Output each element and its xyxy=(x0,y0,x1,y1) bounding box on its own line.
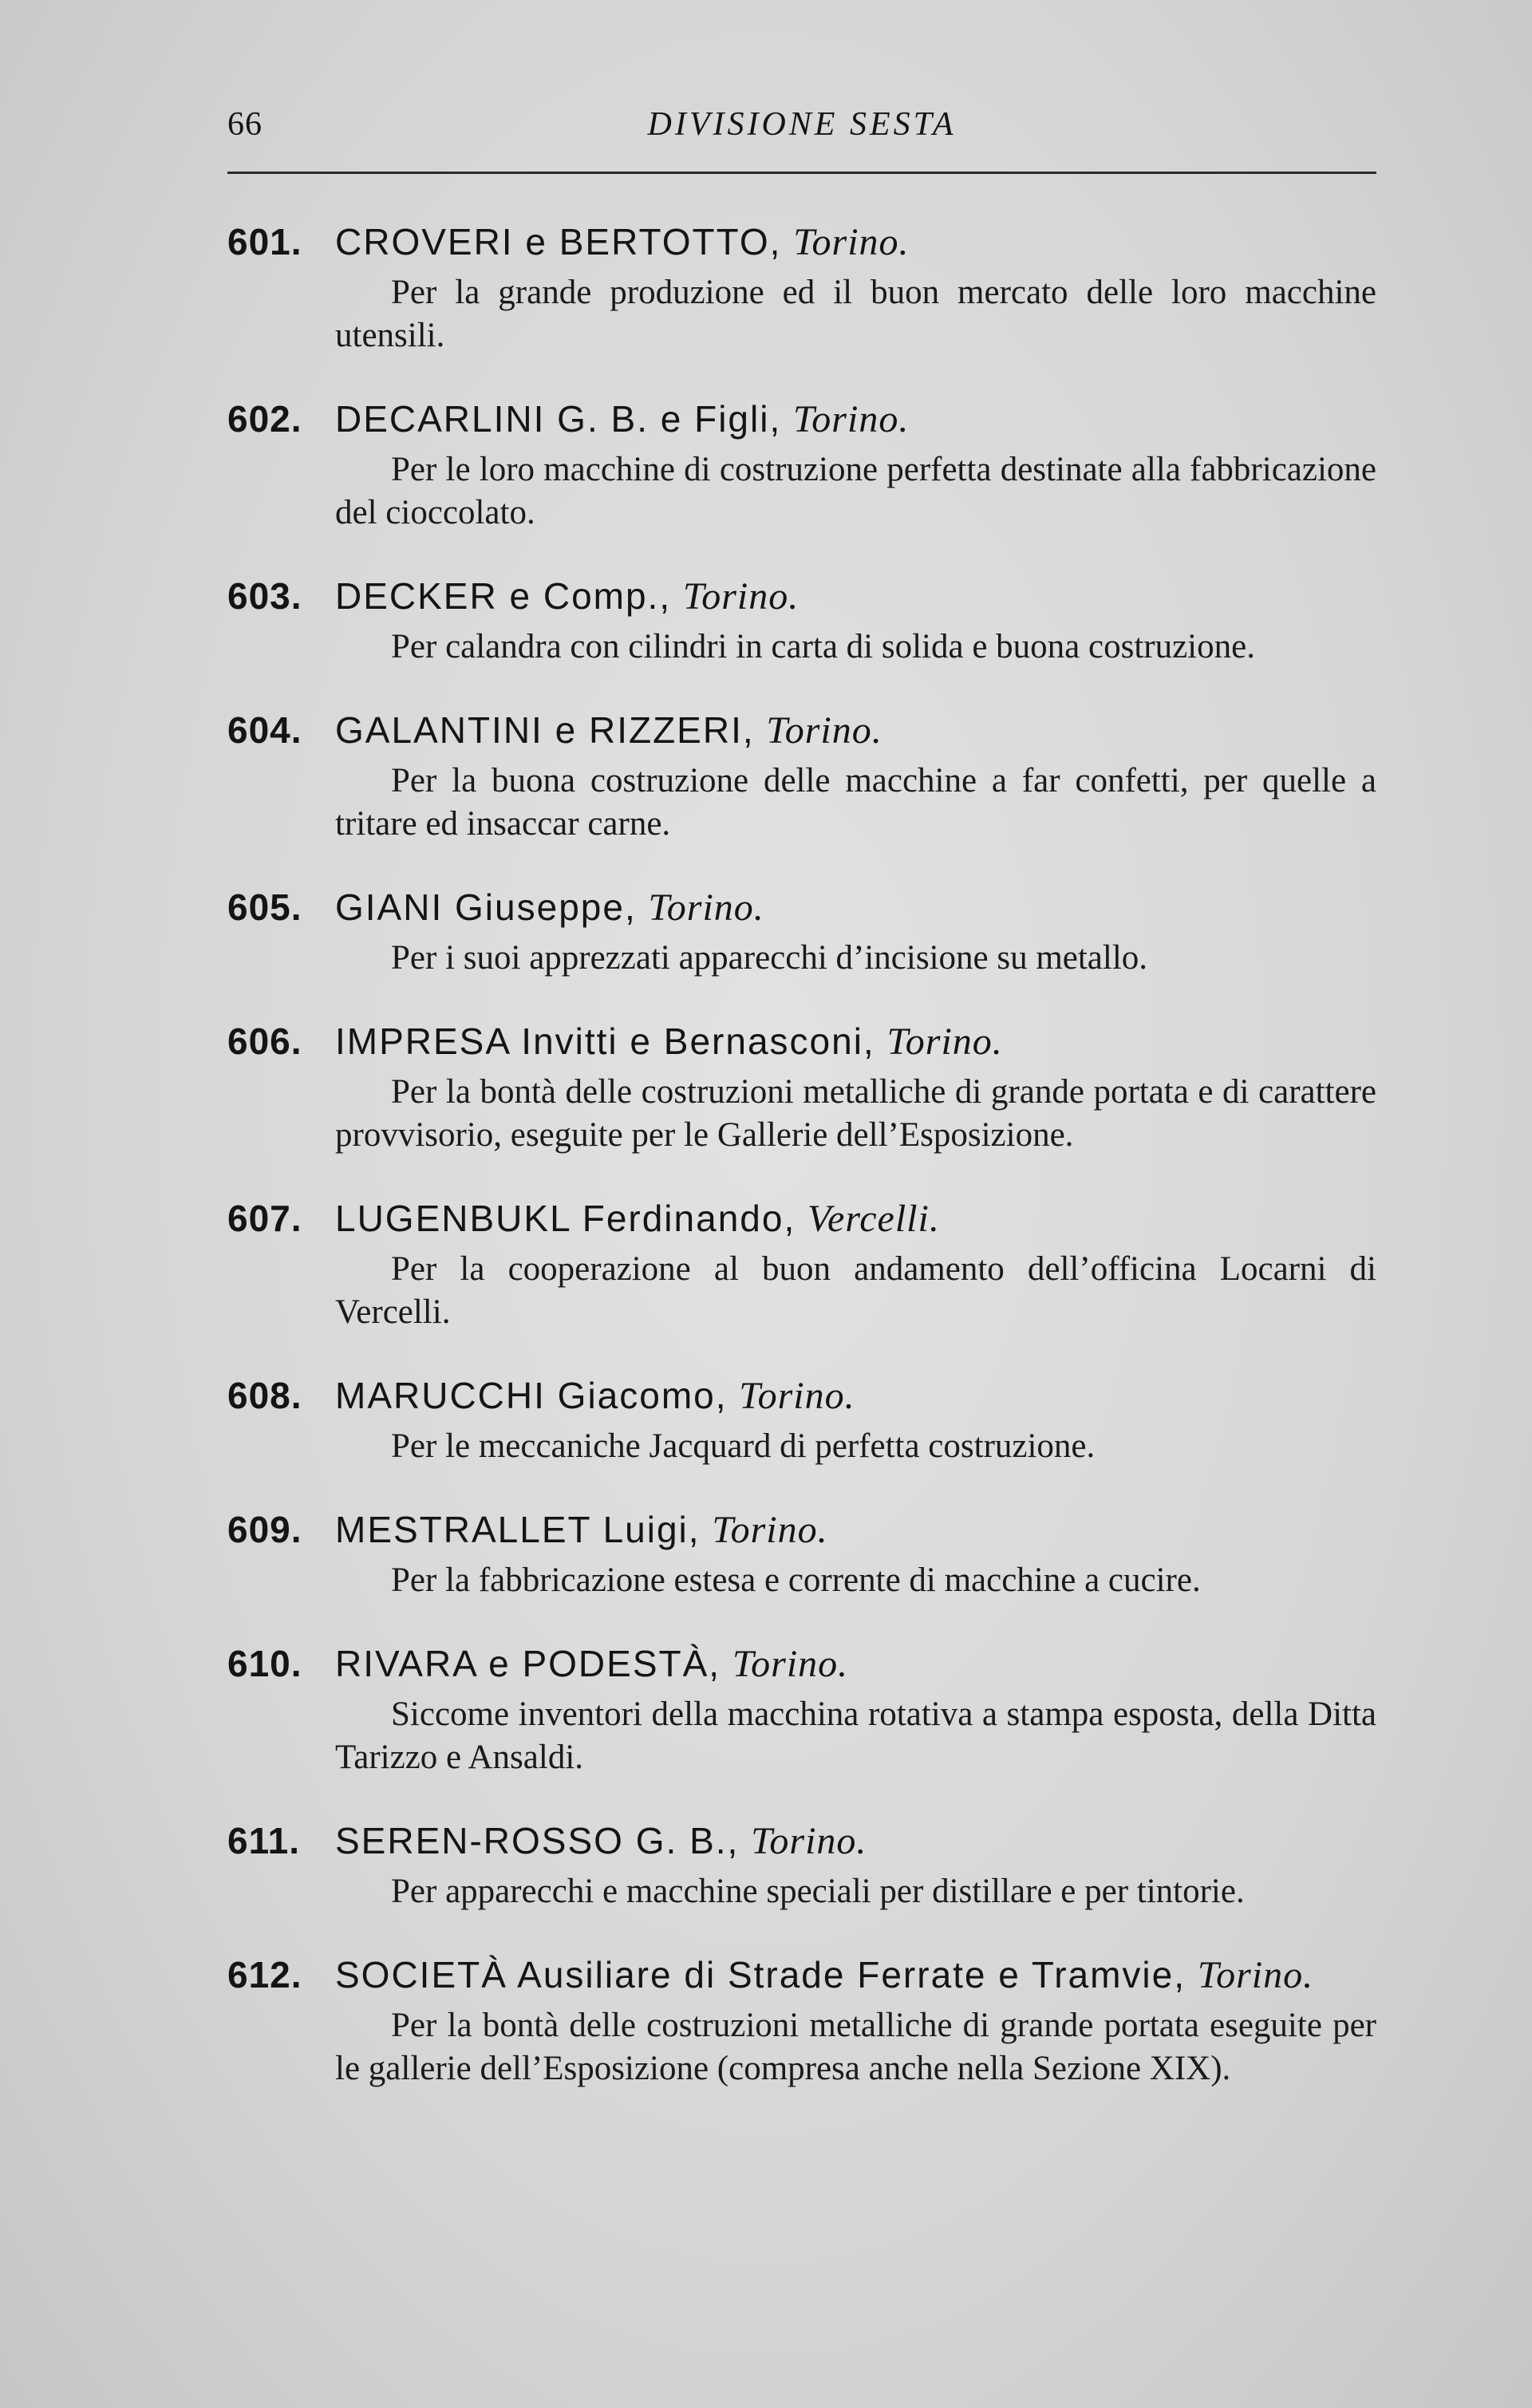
entry-number: 610. xyxy=(227,1643,302,1684)
entry-firm xyxy=(335,1190,940,1247)
entry-firm-name: IMPRESA Invitti e Bernasconi, xyxy=(335,1020,875,1062)
list-item xyxy=(227,568,1376,669)
entry-description: Per le loro macchine di costruzione perfetta destinate alla fabbricazione del cioccolato. xyxy=(335,451,1376,531)
entry-heading xyxy=(227,1636,1376,1692)
entry-number: 611. xyxy=(227,1820,300,1861)
entry-number: 601. xyxy=(227,221,302,263)
entry-firm xyxy=(335,1813,867,1869)
entry-number: 609. xyxy=(227,1509,302,1550)
entry-firm xyxy=(335,391,909,448)
entry-heading xyxy=(227,1502,1376,1557)
list-item xyxy=(227,879,1376,980)
list-item xyxy=(227,1813,1376,1913)
award-list xyxy=(227,214,1376,2124)
entry-description: Per la bontà delle costruzioni metalliche di grande portata eseguite per le gallerie dell’Esposizione (compresa anche nella Sezione XIX). xyxy=(335,2007,1376,2087)
page-number: 66 xyxy=(227,106,263,143)
entry-city: Torino. xyxy=(732,1643,849,1685)
section-title: DIVISIONE SESTA xyxy=(647,106,957,143)
entry-firm-name: RIVARA e PODESTÀ, xyxy=(335,1643,721,1684)
list-item xyxy=(227,1636,1376,1779)
list-item xyxy=(227,702,1376,846)
entry-description: Per le meccaniche Jacquard di perfetta costruzione. xyxy=(391,1427,1096,1465)
entry-description: Siccome inventori della macchina rotativa a stampa esposta, della Ditta Tarizzo e Ansaldi. xyxy=(335,1695,1376,1776)
entry-description: Per i suoi apprezzati apparecchi d’incisione su metallo. xyxy=(391,939,1148,977)
entry-firm-name: LUGENBUKL Ferdinando, xyxy=(335,1198,796,1239)
entry-city: Torino. xyxy=(751,1820,867,1862)
entry-city: Torino. xyxy=(648,886,764,929)
entry-heading xyxy=(227,702,1376,758)
entry-city: Torino. xyxy=(682,575,800,618)
entry-number: 604. xyxy=(227,709,302,751)
list-item xyxy=(227,1368,1376,1468)
list-item xyxy=(227,1502,1376,1602)
entry-number: 608. xyxy=(227,1375,302,1416)
entry-firm-name: SOCIETÀ Ausiliare di Strade Ferrate e Tramvie, xyxy=(335,1954,1187,1995)
running-head xyxy=(227,102,1376,158)
entry-firm xyxy=(335,214,910,270)
entry-city: Torino. xyxy=(739,1375,855,1417)
entry-city: Torino. xyxy=(886,1020,1003,1063)
entry-description: Per la fabbricazione estesa e corrente di macchine a cucire. xyxy=(391,1561,1201,1599)
list-item xyxy=(227,391,1376,535)
entry-firm-name: SEREN-ROSSO G. B., xyxy=(335,1820,740,1861)
entry-description: Per calandra con cilindri in carta di solida e buona costruzione. xyxy=(391,628,1255,665)
entry-heading xyxy=(227,391,1376,447)
entry-firm xyxy=(335,1368,855,1424)
entry-heading xyxy=(227,1947,1376,2003)
entry-heading xyxy=(227,879,1376,935)
entry-firm-name: GIANI Giuseppe, xyxy=(335,886,637,928)
entry-firm-name: GALANTINI e RIZZERI, xyxy=(335,709,755,751)
entry-heading xyxy=(227,1190,1376,1246)
header-rule xyxy=(227,172,1376,174)
entry-heading xyxy=(227,1813,1376,1869)
entry-firm-name: DECKER e Comp., xyxy=(335,575,672,617)
entry-number: 605. xyxy=(227,886,302,928)
entry-number: 606. xyxy=(227,1020,302,1062)
entry-heading xyxy=(227,214,1376,270)
list-item xyxy=(227,1947,1376,2090)
entry-number: 607. xyxy=(227,1198,302,1239)
entry-description: Per la grande produzione ed il buon mercato delle loro macchine utensili. xyxy=(335,274,1376,354)
entry-description: Per la cooperazione al buon andamento dell’officina Locarni di Vercelli. xyxy=(335,1250,1376,1331)
entry-firm-name: MESTRALLET Luigi, xyxy=(335,1509,701,1550)
entry-heading xyxy=(227,568,1376,624)
entry-firm xyxy=(335,1502,828,1558)
list-item xyxy=(227,1013,1376,1157)
entry-heading xyxy=(227,1013,1376,1069)
list-item xyxy=(227,1190,1376,1334)
entry-firm xyxy=(335,879,764,936)
entry-city: Torino. xyxy=(793,398,910,440)
entry-firm xyxy=(335,702,882,759)
entry-city: Torino. xyxy=(793,221,910,263)
entry-number: 603. xyxy=(227,575,302,617)
entry-city: Torino. xyxy=(766,709,882,752)
entry-description: Per la bontà delle costruzioni metalliche di grande portata e di carattere provvisorio, eseguite per le Gallerie dell’Esposizione. xyxy=(335,1073,1376,1154)
entry-number: 602. xyxy=(227,398,302,440)
entry-firm xyxy=(335,1947,1313,2003)
entry-city: Vercelli. xyxy=(807,1198,940,1240)
entry-number: 612. xyxy=(227,1954,302,1995)
entry-firm xyxy=(335,1013,1003,1070)
entry-firm xyxy=(335,1636,848,1692)
entry-firm-name: CROVERI e BERTOTTO, xyxy=(335,221,782,263)
entry-firm-name: MARUCCHI Giacomo, xyxy=(335,1375,728,1416)
entry-description: Per apparecchi e macchine speciali per distillare e per tintorie. xyxy=(391,1873,1245,1910)
entry-description: Per la buona costruzione delle macchine a far confetti, per quelle a tritare ed insaccar carne. xyxy=(335,762,1376,843)
entry-city: Torino. xyxy=(1197,1954,1314,1996)
entry-heading xyxy=(227,1368,1376,1423)
list-item xyxy=(227,214,1376,357)
entry-firm xyxy=(335,568,799,625)
entry-city: Torino. xyxy=(712,1509,828,1551)
entry-firm-name: DECARLINI G. B. e Figli, xyxy=(335,398,782,440)
